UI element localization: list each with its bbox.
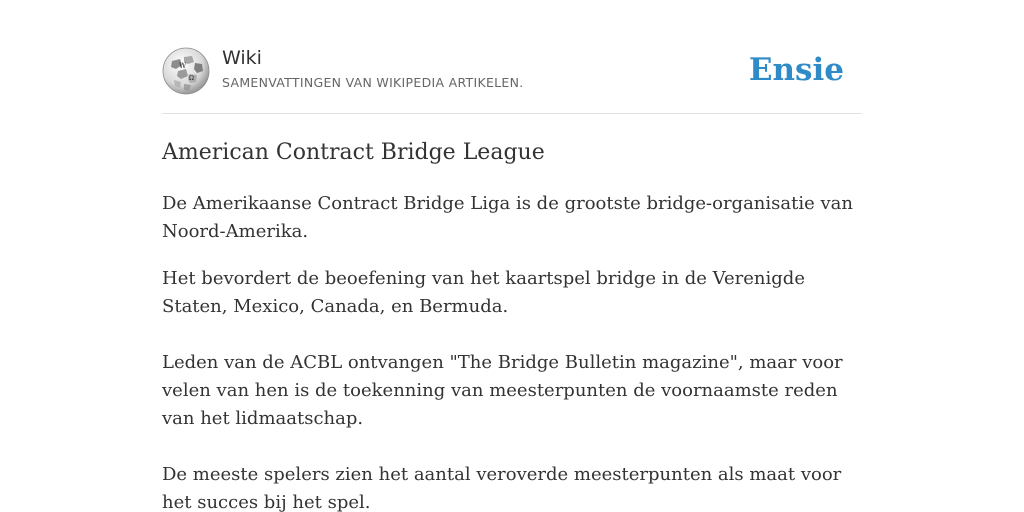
site-tagline: SAMENVATTINGEN VAN WIKIPEDIA ARTIKELEN. [222,75,524,90]
article-paragraph: Het bevordert de beoefening van het kaartspel bridge in de Verenigde Staten, Mexico, Canada, en Bermuda. [162,268,805,317]
page [162,0,862,512]
svg-text:Ω: Ω [189,75,194,82]
svg-text:W: W [179,62,187,70]
wikipedia-globe-icon[interactable] [162,47,210,95]
brand-logo[interactable]: Ensie [748,52,844,88]
site-header [162,0,862,114]
article-paragraph: De meeste spelers zien het aantal veroverde meesterpunten als maat voor het succes bij het spel. [162,464,842,512]
article-paragraph: Leden van de ACBL ontvangen "The Bridge Bulletin magazine", maar voor velen van hen is de toekenning van meesterpunten de voornaamste reden van het lidmaatschap. [162,352,843,429]
article-title: American Contract Bridge League [162,140,545,165]
site-name[interactable]: Wiki [222,47,262,69]
article-paragraph: De Amerikaanse Contract Bridge Liga is de grootste bridge-organisatie van Noord-Amerika. [162,193,853,242]
